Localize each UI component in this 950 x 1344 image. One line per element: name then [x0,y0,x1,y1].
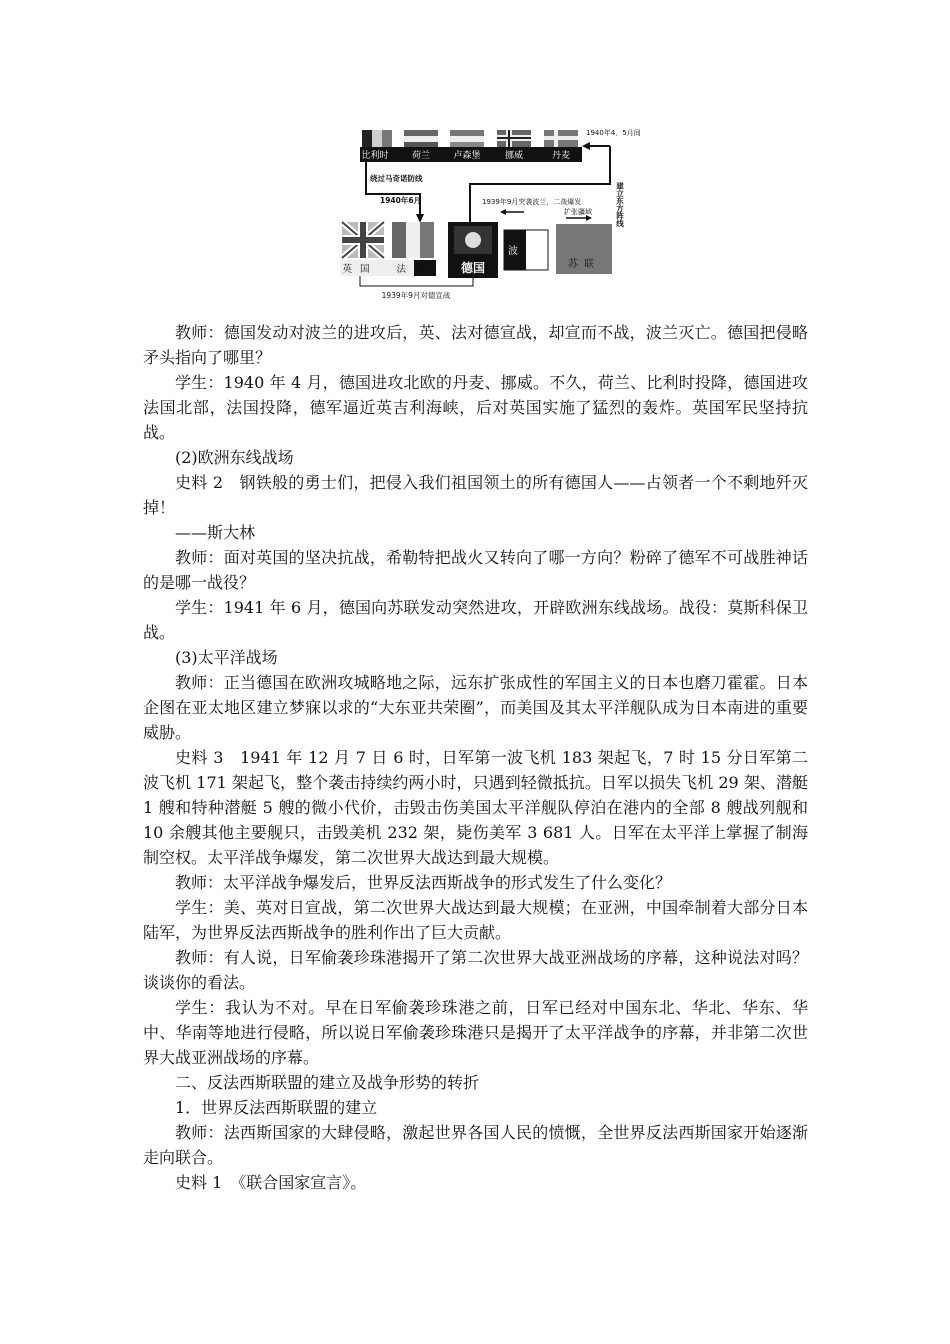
paragraph: 教师：有人说，日军偷袭珍珠港揭开了第二次世界大战亚洲战场的序幕，这种说法对吗？谈谈你的看法。 [143,948,808,992]
section-heading: (3)太平洋战场 [175,648,278,667]
paragraph: 学生：我认为不对。早在日军偷袭珍珠港之前，日军已经对中国东北、华北、华东、华中、华南等地进行侵略，所以说日军偷袭珍珠港只是揭开了太平洋战争的序幕，并非第二次世界大战亚洲战场的序幕。 [143,998,808,1067]
flag-netherlands [404,130,438,147]
paragraph: 学生：1941 年 6 月，德国向苏联发动突然进攻，开辟欧洲东线战场。战役：莫斯科保卫战。 [143,598,808,642]
label-norway: 挪威 [504,151,524,161]
declare-label: 1939年9月对德宣战 [381,291,451,300]
east-front-text: 建立东方阵线 [615,182,625,227]
section-heading: (2)欧洲东线战场 [175,448,294,467]
label-netherlands: 荷兰 [411,151,431,161]
flag-luxembourg [450,130,484,147]
label-belgium: 比利时 [361,151,389,161]
paragraph: 教师：正当德国在欧洲攻城略地之际，远东扩张成性的军国主义的日本也磨刀霍霍。日本企图在亚太地区建立梦寐以求的“大东亚共荣圈”，而美国及其太平洋舰队成为日本南进的重要威胁。 [143,673,808,742]
flag-belgium [362,130,392,147]
arrow-head-france [416,214,424,223]
label-poland: 波兰 [508,246,544,257]
arrow-line-maginot [366,162,420,216]
quote-attribution: ——斯大林 [175,523,256,542]
paragraph: 教师：太平洋战争爆发后，世界反法西斯战争的形式发生了什么变化？ [175,873,672,892]
june-label: 1940年6月 [380,196,422,205]
paragraph: 教师：法西斯国家的大肆侵略，激起世界各国人民的愤慨，全世界反法西斯国家开始逐渐走向联合。 [143,1123,808,1167]
top-date-label: 1940年4、5月间 [586,129,641,137]
section-heading: 二、反法西斯联盟的建立及战争形势的转折 [175,1073,480,1092]
maginot-label: 绕过马奇诺防线 [370,174,423,183]
paragraph: 史料 3 1941 年 12 月 7 日 6 时，日军第一波飞机 183 架起飞，7 时 15 分日军第二波飞机 171 架起飞，整个袭击持续约两小时，只遇到轻微抵抗。日军以损失飞机 29 架、潜艇 1 艘和特种潜艇 5 艘的微小代价，击毁击伤美国太平洋舰队停泊在港内的全部 8 艘战列舰和 10 余艘其他主要舰只，击毁美机 232 架，毙伤美军 3 681 人。日军在太平洋上掌握了制海制空权。太平洋战争爆发，第二次世界大战达到最大规模。 [143,748,808,867]
east-front-label [615,181,624,229]
label-ussr: 苏联 [568,259,600,270]
label-germany: 德国 [460,261,486,275]
paragraph: 史料 1 《联合国家宣言》。 [175,1173,367,1192]
flag-norway [497,130,531,147]
expand-label: 扩张疆域 [564,208,592,216]
swastika-emblem [465,232,481,248]
paragraph: 史料 2 钢铁般的勇士们，把侵入我们祖国领土的所有德国人——占领者一个不剩地歼灭掉！ [143,473,808,517]
paragraph: 教师：德国发动对波兰的进攻后，英、法对德宣战，却宣而不战，波兰灭亡。德国把侵略矛头指向了哪里？ [143,323,808,367]
document-body [143,320,808,1195]
label-france: 法国 [396,264,436,275]
subsection-heading: 1．世界反法西斯联盟的建立 [175,1098,378,1117]
paragraph: 学生：美、英对日宣战，第二次世界大战达到最大规模；在亚洲，中国牵制着大部分日本陆军，为世界反法西斯战争的胜利作出了巨大贡献。 [143,898,808,942]
label-luxembourg: 卢森堡 [453,151,481,161]
arrow-head-poland [500,209,506,215]
label-uk: 英国 [342,264,378,275]
paragraph: 教师：面对英国的坚决抗战，希勒特把战火又转向了哪一方向？粉碎了德军不可战胜神话的是哪一战役？ [143,548,808,592]
ww2-expansion-diagram [330,122,641,308]
poland-attack-label: 1939年9月突袭波兰，二战爆发 [482,198,582,206]
flag-denmark [544,130,578,147]
label-denmark: 丹麦 [551,151,571,161]
flag-uk [342,222,384,258]
paragraph: 学生：1940 年 4 月，德国进攻北欧的丹麦、挪威。不久，荷兰、比利时投降，德国进攻法国北部，法国投降，德军逼近英吉利海峡，后对英国实施了猛烈的轰炸。英国军民坚持抗战。 [143,373,808,442]
arrow-head-north [582,142,590,150]
flag-france [392,222,434,258]
